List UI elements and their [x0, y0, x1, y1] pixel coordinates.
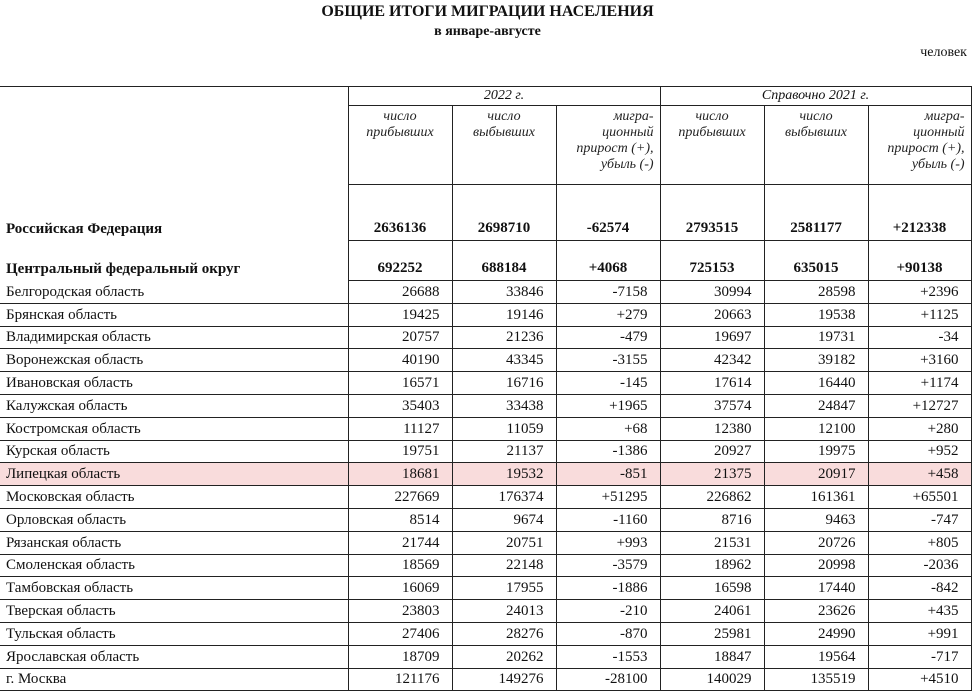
table-row — [0, 600, 971, 623]
table-row — [0, 440, 971, 463]
migration-table — [0, 86, 972, 691]
departed-2021-cell: 19731 — [764, 326, 868, 349]
growth-2021-cell: +1125 — [868, 303, 971, 326]
growth-2022-cell: -3155 — [556, 349, 660, 372]
unit-label: человек — [920, 45, 967, 60]
departed-2021-cell: 635015 — [764, 241, 868, 281]
departed-2022-cell: 16716 — [452, 372, 556, 395]
arrived-2022-cell: 11127 — [348, 417, 452, 440]
growth-2022-cell: +68 — [556, 417, 660, 440]
growth-2022-cell: -851 — [556, 463, 660, 486]
header-group-row — [0, 87, 971, 106]
arrived-2022-cell: 35403 — [348, 394, 452, 417]
growth-2021-cell: -717 — [868, 645, 971, 668]
arrived-2021-cell: 42342 — [660, 349, 764, 372]
arrived-2021-cell: 17614 — [660, 372, 764, 395]
col-label-line: мигра- — [924, 109, 965, 124]
table-row — [0, 372, 971, 395]
departed-2021-cell: 19564 — [764, 645, 868, 668]
arrived-2022-cell: 16069 — [348, 577, 452, 600]
header-blank-cell — [0, 106, 348, 185]
departed-2022-cell: 2698710 — [452, 185, 556, 241]
arrived-2022-cell: 692252 — [348, 241, 452, 281]
region-name: Тульская область — [0, 622, 348, 645]
table-row — [0, 303, 971, 326]
growth-2021-cell: +212338 — [868, 185, 971, 241]
arrived-2022-cell: 26688 — [348, 281, 452, 304]
growth-2022-cell: -210 — [556, 600, 660, 623]
header-columns-row — [0, 106, 971, 185]
departed-2021-cell: 24990 — [764, 622, 868, 645]
table-row — [0, 326, 971, 349]
col-label-line: прибывших — [366, 125, 434, 140]
departed-2022-cell: 21137 — [452, 440, 556, 463]
col-departed-2022 — [452, 106, 556, 185]
departed-2022-cell: 20751 — [452, 531, 556, 554]
col-label-line: число — [695, 109, 729, 124]
arrived-2022-cell: 18709 — [348, 645, 452, 668]
arrived-2022-cell: 8514 — [348, 508, 452, 531]
col-growth-2022 — [556, 106, 660, 185]
table-row — [0, 668, 971, 691]
departed-2021-cell: 161361 — [764, 486, 868, 509]
arrived-2022-cell: 21744 — [348, 531, 452, 554]
arrived-2021-cell: 20927 — [660, 440, 764, 463]
departed-2021-cell: 135519 — [764, 668, 868, 691]
group-2022-header: 2022 г. — [348, 87, 660, 106]
table-row — [0, 486, 971, 509]
growth-2021-cell: +435 — [868, 600, 971, 623]
total-row-cfd — [0, 241, 971, 281]
group-2021-header: Справочно 2021 г. — [660, 87, 971, 106]
growth-2022-cell: -7158 — [556, 281, 660, 304]
growth-2021-cell: +90138 — [868, 241, 971, 281]
region-name: г. Москва — [0, 668, 348, 691]
region-name: Ивановская область — [0, 372, 348, 395]
arrived-2022-cell: 27406 — [348, 622, 452, 645]
growth-2022-cell: -62574 — [556, 185, 660, 241]
table-row — [0, 508, 971, 531]
growth-2021-cell: +458 — [868, 463, 971, 486]
col-arrived-2021 — [660, 106, 764, 185]
col-label-line: прирост (+), — [576, 141, 654, 156]
departed-2022-cell: 33438 — [452, 394, 556, 417]
growth-2021-cell: +805 — [868, 531, 971, 554]
col-arrived-2022 — [348, 106, 452, 185]
departed-2021-cell: 23626 — [764, 600, 868, 623]
page-title: ОБЩИЕ ИТОГИ МИГРАЦИИ НАСЕЛЕНИЯ — [321, 3, 654, 20]
growth-2021-cell: +1174 — [868, 372, 971, 395]
region-name: Белгородская область — [0, 281, 348, 304]
arrived-2021-cell: 25981 — [660, 622, 764, 645]
table-row — [0, 349, 971, 372]
arrived-2021-cell: 20663 — [660, 303, 764, 326]
arrived-2021-cell: 8716 — [660, 508, 764, 531]
growth-2022-cell: +4068 — [556, 241, 660, 281]
departed-2022-cell: 20262 — [452, 645, 556, 668]
arrived-2021-cell: 30994 — [660, 281, 764, 304]
growth-2021-cell: +65501 — [868, 486, 971, 509]
arrived-2021-cell: 18847 — [660, 645, 764, 668]
col-departed-2021 — [764, 106, 868, 185]
arrived-2022-cell: 18681 — [348, 463, 452, 486]
arrived-2021-cell: 2793515 — [660, 185, 764, 241]
departed-2021-cell: 28598 — [764, 281, 868, 304]
region-name: Центральный федеральный округ — [0, 241, 348, 281]
arrived-2022-cell: 18569 — [348, 554, 452, 577]
growth-2021-cell: +280 — [868, 417, 971, 440]
arrived-2021-cell: 19697 — [660, 326, 764, 349]
growth-2022-cell: -1553 — [556, 645, 660, 668]
arrived-2021-cell: 16598 — [660, 577, 764, 600]
growth-2022-cell: -1386 — [556, 440, 660, 463]
departed-2022-cell: 149276 — [452, 668, 556, 691]
departed-2021-cell: 20726 — [764, 531, 868, 554]
growth-2022-cell: +993 — [556, 531, 660, 554]
growth-2021-cell: +991 — [868, 622, 971, 645]
departed-2022-cell: 9674 — [452, 508, 556, 531]
arrived-2022-cell: 19751 — [348, 440, 452, 463]
region-name: Брянская область — [0, 303, 348, 326]
growth-2022-cell: -479 — [556, 326, 660, 349]
departed-2022-cell: 11059 — [452, 417, 556, 440]
departed-2022-cell: 21236 — [452, 326, 556, 349]
departed-2022-cell: 28276 — [452, 622, 556, 645]
table-row — [0, 622, 971, 645]
region-name: Ярославская область — [0, 645, 348, 668]
table-row — [0, 394, 971, 417]
page-subtitle: в январе-августе — [434, 24, 541, 39]
growth-2022-cell: -1160 — [556, 508, 660, 531]
region-name: Калужская область — [0, 394, 348, 417]
arrived-2021-cell: 12380 — [660, 417, 764, 440]
col-label-line: убыль (-) — [911, 157, 965, 172]
departed-2022-cell: 688184 — [452, 241, 556, 281]
departed-2022-cell: 24013 — [452, 600, 556, 623]
arrived-2022-cell: 227669 — [348, 486, 452, 509]
region-name: Тверская область — [0, 600, 348, 623]
arrived-2021-cell: 21531 — [660, 531, 764, 554]
growth-2021-cell: -747 — [868, 508, 971, 531]
region-name: Рязанская область — [0, 531, 348, 554]
region-name: Российская Федерация — [0, 185, 348, 241]
growth-2022-cell: +51295 — [556, 486, 660, 509]
col-label-line: ционный — [913, 125, 965, 140]
departed-2021-cell: 17440 — [764, 577, 868, 600]
arrived-2022-cell: 20757 — [348, 326, 452, 349]
departed-2022-cell: 43345 — [452, 349, 556, 372]
growth-2022-cell: -145 — [556, 372, 660, 395]
growth-2021-cell: +2396 — [868, 281, 971, 304]
departed-2021-cell: 16440 — [764, 372, 868, 395]
departed-2021-cell: 9463 — [764, 508, 868, 531]
col-label-line: прирост (+), — [887, 141, 965, 156]
growth-2021-cell: +12727 — [868, 394, 971, 417]
departed-2021-cell: 12100 — [764, 417, 868, 440]
region-name: Смоленская область — [0, 554, 348, 577]
table-row — [0, 281, 971, 304]
growth-2022-cell: -28100 — [556, 668, 660, 691]
growth-2022-cell: -3579 — [556, 554, 660, 577]
arrived-2021-cell: 140029 — [660, 668, 764, 691]
table-row — [0, 577, 971, 600]
arrived-2022-cell: 40190 — [348, 349, 452, 372]
arrived-2021-cell: 725153 — [660, 241, 764, 281]
col-label-line: мигра- — [613, 109, 654, 124]
table-row — [0, 645, 971, 668]
arrived-2022-cell: 19425 — [348, 303, 452, 326]
col-label-line: выбывших — [785, 125, 847, 140]
arrived-2021-cell: 21375 — [660, 463, 764, 486]
region-name: Воронежская область — [0, 349, 348, 372]
col-label-line: число — [383, 109, 417, 124]
departed-2022-cell: 22148 — [452, 554, 556, 577]
region-name: Курская область — [0, 440, 348, 463]
total-row-russia — [0, 185, 971, 241]
departed-2021-cell: 19538 — [764, 303, 868, 326]
departed-2022-cell: 17955 — [452, 577, 556, 600]
col-label-line: прибывших — [678, 125, 746, 140]
region-name: Липецкая область — [0, 463, 348, 486]
col-label-line: число — [799, 109, 833, 124]
region-name: Московская область — [0, 486, 348, 509]
departed-2021-cell: 19975 — [764, 440, 868, 463]
arrived-2022-cell: 23803 — [348, 600, 452, 623]
region-name: Тамбовская область — [0, 577, 348, 600]
region-name: Костромская область — [0, 417, 348, 440]
growth-2021-cell: -34 — [868, 326, 971, 349]
col-label-line: выбывших — [473, 125, 535, 140]
departed-2022-cell: 19146 — [452, 303, 556, 326]
growth-2021-cell: +4510 — [868, 668, 971, 691]
region-name: Орловская область — [0, 508, 348, 531]
arrived-2022-cell: 121176 — [348, 668, 452, 691]
departed-2021-cell: 20917 — [764, 463, 868, 486]
col-label-line: убыль (-) — [600, 157, 654, 172]
table-row — [0, 417, 971, 440]
header-blank-cell — [0, 87, 348, 106]
departed-2021-cell: 39182 — [764, 349, 868, 372]
growth-2021-cell: +3160 — [868, 349, 971, 372]
growth-2021-cell: -2036 — [868, 554, 971, 577]
growth-2022-cell: -870 — [556, 622, 660, 645]
table-row — [0, 463, 971, 486]
departed-2021-cell: 24847 — [764, 394, 868, 417]
arrived-2021-cell: 226862 — [660, 486, 764, 509]
growth-2022-cell: -1886 — [556, 577, 660, 600]
arrived-2022-cell: 2636136 — [348, 185, 452, 241]
arrived-2021-cell: 18962 — [660, 554, 764, 577]
growth-2022-cell: +1965 — [556, 394, 660, 417]
departed-2021-cell: 2581177 — [764, 185, 868, 241]
growth-2021-cell: +952 — [868, 440, 971, 463]
arrived-2022-cell: 16571 — [348, 372, 452, 395]
col-label-line: ционный — [602, 125, 654, 140]
departed-2022-cell: 19532 — [452, 463, 556, 486]
growth-2021-cell: -842 — [868, 577, 971, 600]
table-row — [0, 554, 971, 577]
arrived-2021-cell: 37574 — [660, 394, 764, 417]
departed-2022-cell: 33846 — [452, 281, 556, 304]
col-growth-2021 — [868, 106, 971, 185]
col-label-line: число — [487, 109, 521, 124]
table-row — [0, 531, 971, 554]
arrived-2021-cell: 24061 — [660, 600, 764, 623]
growth-2022-cell: +279 — [556, 303, 660, 326]
departed-2021-cell: 20998 — [764, 554, 868, 577]
region-name: Владимирская область — [0, 326, 348, 349]
departed-2022-cell: 176374 — [452, 486, 556, 509]
